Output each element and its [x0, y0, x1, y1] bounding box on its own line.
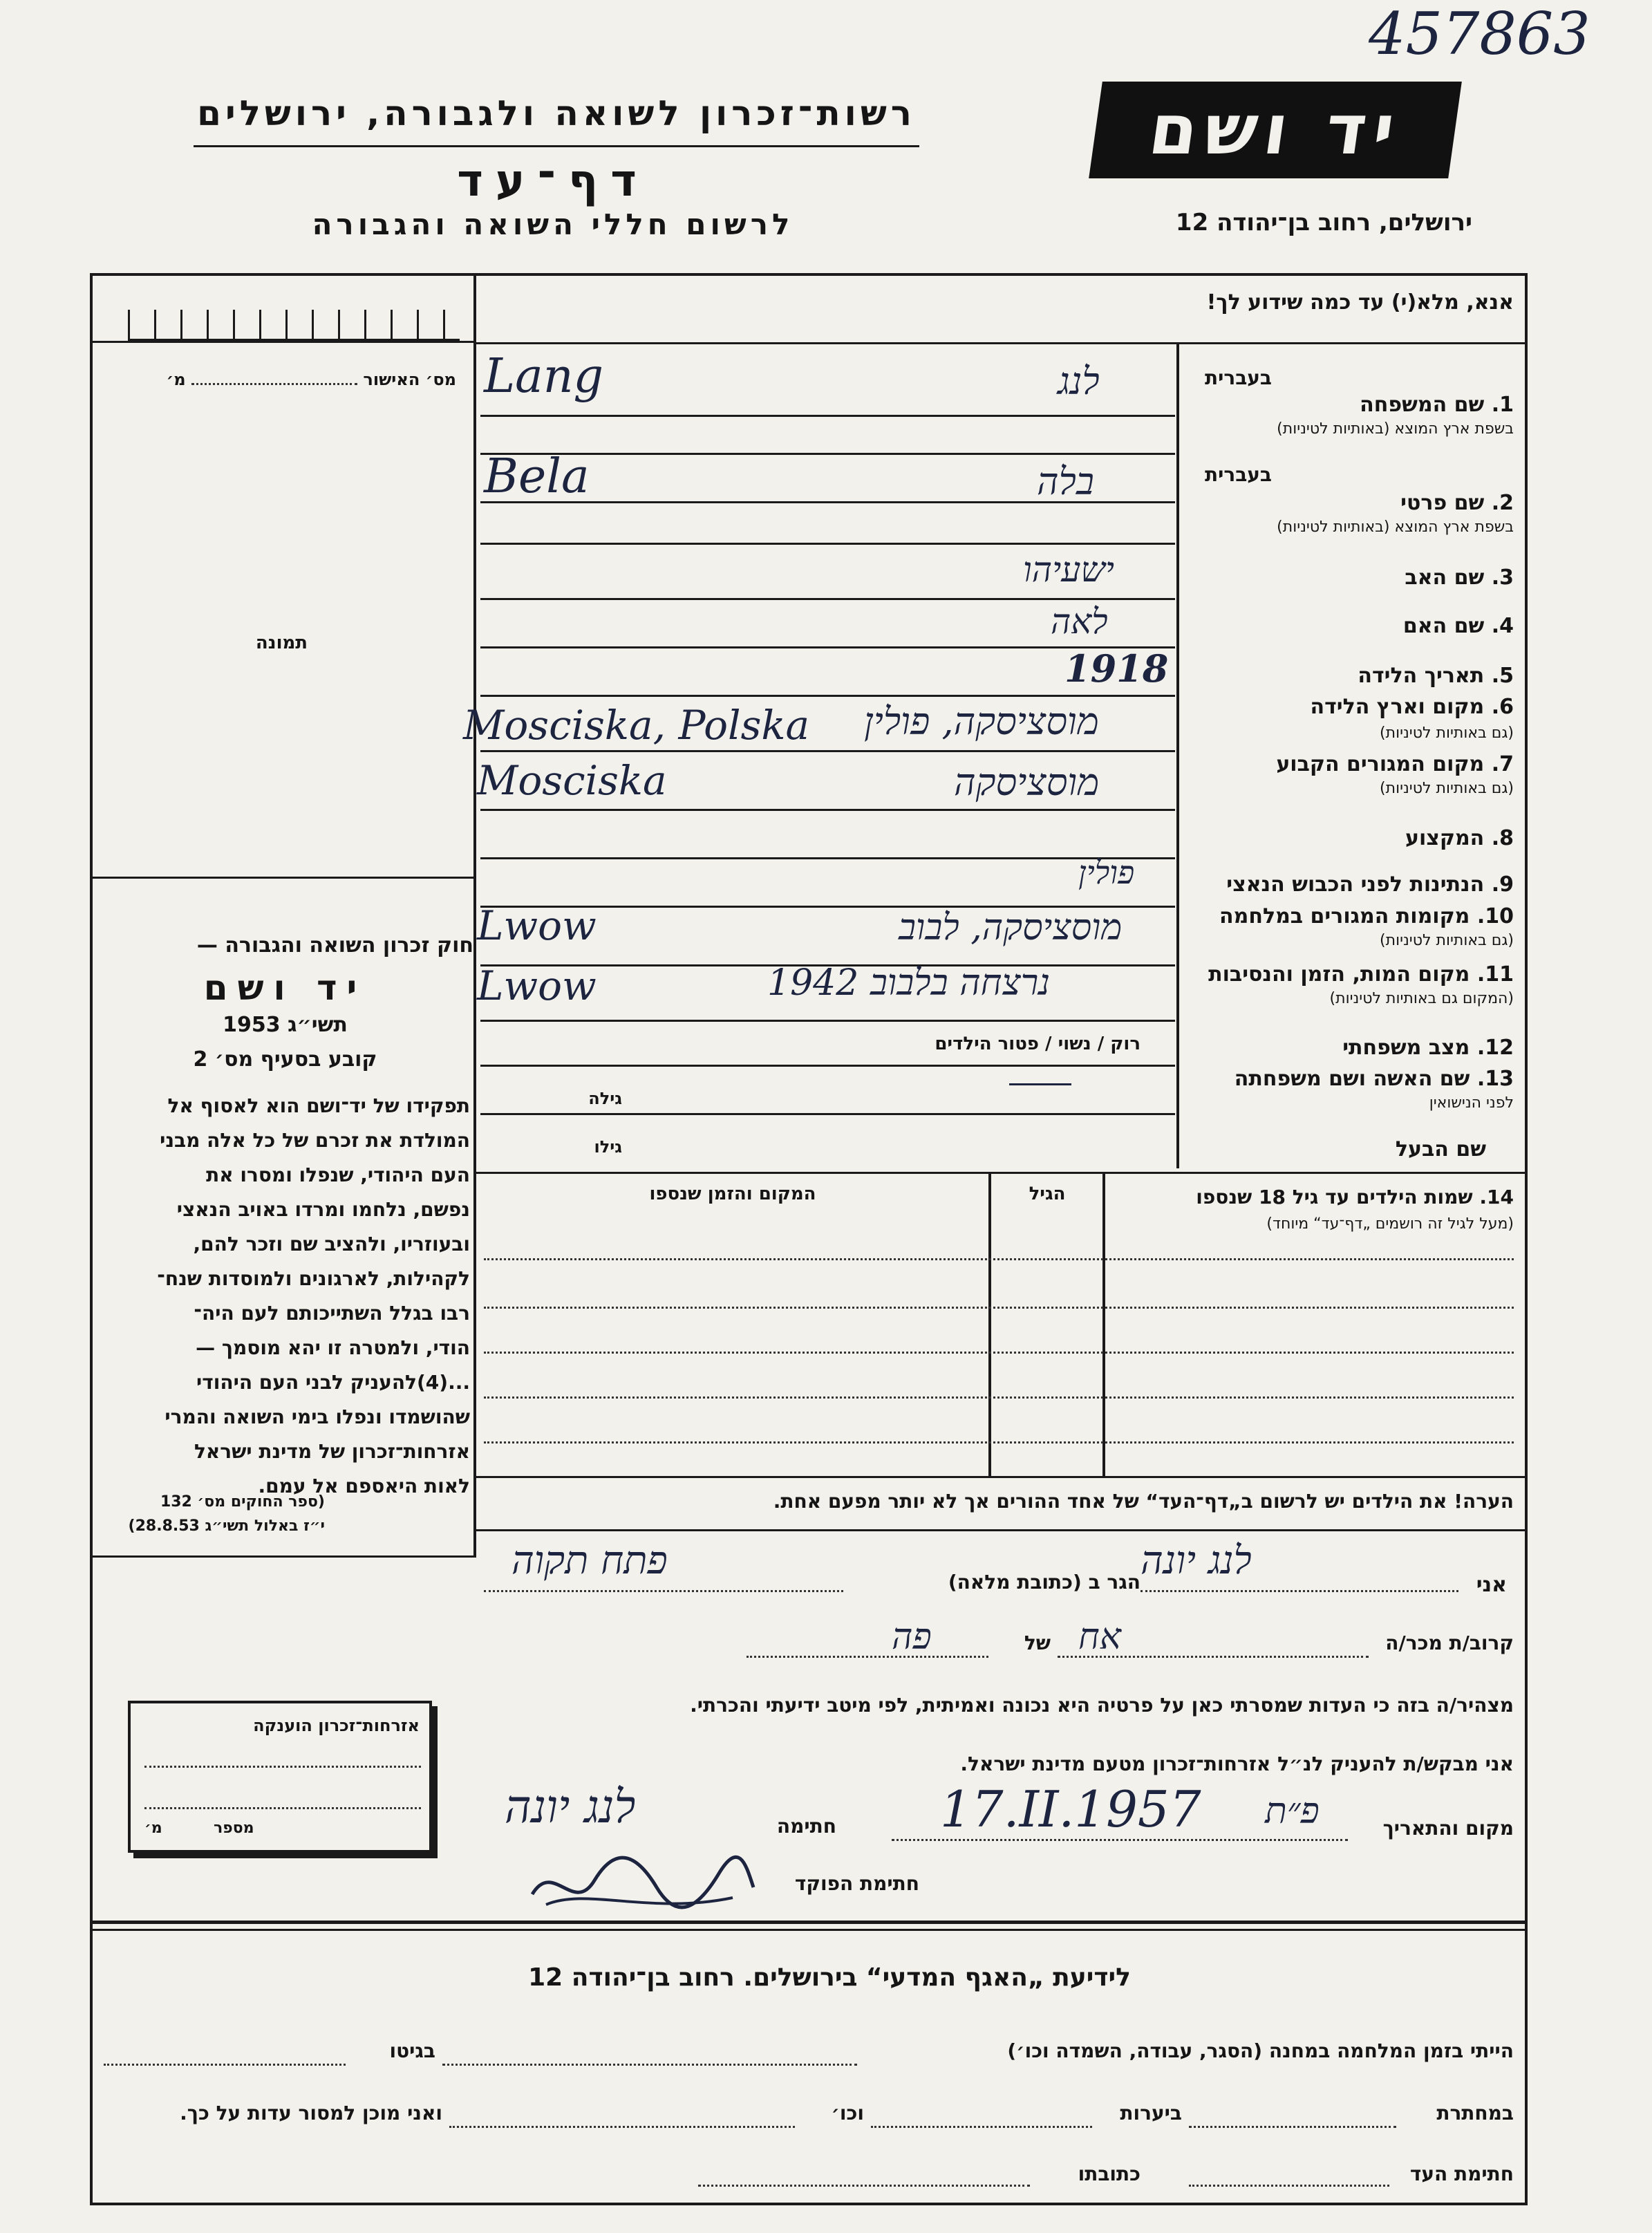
row-line: [480, 809, 1175, 811]
field-4-label-text: שם האם: [1402, 614, 1485, 638]
camp-label: הייתי בזמן המלחמה במחנה (הסגר, עבודה, השמדה וכו׳): [1007, 2039, 1514, 2062]
field-1-num: 1.: [1491, 393, 1514, 417]
field-13-num: 13.: [1476, 1067, 1514, 1091]
children-note: הערה! את הילדים יש לרשום ב„דף־העד“ של אחד ההורים אך לא יותר מפעם אחת.: [773, 1490, 1514, 1513]
field-6-label-text: מקום וארץ הלידה: [1310, 695, 1485, 719]
field-7-label-text: מקום המגורים הקבוע: [1276, 752, 1485, 776]
birth-place-latin[interactable]: Mosciska, Polska: [463, 702, 810, 749]
marital-status-options: רוק / נשוי / פטור הילדים: [935, 1034, 1141, 1054]
law-line: ...(4)להעניק לבני העם היהודי: [196, 1371, 470, 1394]
death-details-hebrew[interactable]: נרצחה בלבוב 1942: [767, 962, 1051, 1004]
archive-number: 457863: [1369, 0, 1590, 68]
form-subtitle: לרשום חללי השואה והגבורה: [312, 207, 794, 241]
witness-address-label: כתובתו: [1078, 2162, 1141, 2185]
law-line: העם היהודי, שנפלו ומסרו את: [206, 1164, 470, 1186]
note-divider: [473, 1529, 1528, 1531]
relative-line: [1058, 1656, 1369, 1658]
relative-label: קרוב/ת מכר/ה: [1385, 1632, 1514, 1654]
row-line: [480, 1020, 1175, 1022]
children-col-age: הגיל: [1029, 1184, 1066, 1204]
citizenship-box-title: אזרחות־זכרון הוענקה: [253, 1716, 420, 1735]
residence-latin[interactable]: Mosciska: [477, 757, 667, 804]
etc-label: וכו׳: [831, 2102, 864, 2124]
children-table-bottom: [473, 1476, 1528, 1478]
age-label-husband: גילו: [594, 1137, 622, 1157]
declarant-line: [1141, 1590, 1458, 1592]
testimony-label: ואני מוכן למסור עדות על כך.: [180, 2102, 442, 2124]
field-11-label: [1182, 962, 1514, 987]
husband-label: שם הבעל: [1395, 1137, 1486, 1161]
field-1-sub: בשפת ארץ המוצא (באותיות לטיניות): [1277, 420, 1514, 438]
field-12-label-text: מצב משפחתי: [1342, 1036, 1470, 1060]
underground-label: במחתרת: [1436, 2102, 1514, 2124]
first-name-latin[interactable]: Bela: [484, 449, 590, 504]
children-sub: (מעל לגיל זה רושמים „דף־עד“ מיוחד): [1266, 1215, 1514, 1233]
law-box-bottom: [90, 1555, 473, 1558]
form-title: דף־עד: [457, 156, 649, 207]
law-line: אזרחות־זכרון של מדינת ישראל: [194, 1440, 470, 1463]
institution-name: רשות־זכרון לשואה ולגבורה, ירושלים: [197, 93, 916, 133]
field-9-label-text: הנתינות לפני הכבוש הנאצי: [1226, 872, 1485, 897]
relative-value[interactable]: אח: [1078, 1616, 1121, 1658]
law-box-top: [90, 877, 473, 879]
row-line: [480, 415, 1175, 417]
ghetto-label: בגיטו: [389, 2039, 435, 2062]
declarant-name[interactable]: לנג יונה: [1141, 1538, 1252, 1583]
first-name-hebrew[interactable]: בלה: [1037, 460, 1094, 503]
law-ref-2: י״ז באלול תשי״ג 28.8.53): [128, 1517, 325, 1535]
children-row: [484, 1352, 1514, 1354]
declaration-date[interactable]: 17.II.1957: [940, 1780, 1201, 1838]
forests-line: [871, 2126, 1092, 2128]
logo-text: יד ושם: [1144, 89, 1407, 170]
field-5-label: [1182, 664, 1514, 688]
family-name-hebrew[interactable]: לנג: [1058, 359, 1100, 403]
ghetto-line: [104, 2064, 346, 2066]
birth-place-hebrew[interactable]: מוסציסקה, פולין: [864, 700, 1099, 743]
field-7-sub: (גם באותיות לטיניות): [1380, 780, 1514, 797]
field-9-label: [1182, 872, 1514, 897]
witness-signature-line: [1189, 2185, 1389, 2187]
children-row: [484, 1441, 1514, 1443]
residing-label: הגר ב (כתובת מלאה): [948, 1571, 1141, 1594]
of-label: של: [1024, 1632, 1051, 1654]
field-10-sub: (גם באותיות לטיניות): [1380, 932, 1514, 949]
declaration-request: אני מבקש/ת להעניק לנ״ל אזרחות־זכרון מטעם מדינת ישראל.: [960, 1753, 1514, 1775]
law-line: המולדת את זכרם של כל אלה מבני: [160, 1129, 470, 1152]
field-11-num: 11.: [1476, 962, 1514, 987]
children-col-divider: [988, 1172, 991, 1476]
field-9-num: 9.: [1491, 872, 1514, 897]
citizenship-no-label: מספר: [214, 1820, 254, 1837]
of-line: [747, 1656, 988, 1658]
law-line: ובעוזריו, ולהציב שם וזכר להם,: [193, 1233, 470, 1255]
bottom-title: לידיעת „האגף המדעי“ בירושלים. רחוב בן־יהודה 12: [528, 1963, 1131, 1992]
father-name[interactable]: ישעיהו: [1023, 550, 1115, 590]
row-line: [480, 695, 1175, 697]
field-2-label-text: שם פרטי: [1400, 491, 1485, 515]
law-logo: יד ושם: [203, 968, 367, 1008]
children-num: 14.: [1479, 1186, 1514, 1208]
official-signature: [525, 1839, 760, 1922]
row-line: [480, 1065, 1175, 1067]
children-label-text: שמות הילדים עד גיל 18 שנספו: [1196, 1186, 1473, 1208]
field-13-label-text: שם האשה ושם משפחתה: [1234, 1067, 1470, 1091]
residence-hebrew[interactable]: מוסציסקה: [954, 760, 1100, 804]
official-signature-label: חתימת הפוקד: [794, 1872, 919, 1895]
bottom-divider: [90, 1929, 1528, 1931]
camp-line: [442, 2064, 857, 2066]
record-no-suffix: מ׳: [166, 370, 186, 389]
label-column-divider: [1176, 342, 1179, 1168]
tick-ruler-base: [90, 341, 473, 343]
citizenship-box: [128, 1701, 432, 1853]
row-line: [480, 750, 1175, 752]
declaration-statement: מצהיר/ה בזה כי העדות שמסרתי כאן על פרטיה היא נכונה ואמיתית, לפי מיטב ידיעתי והכרתי.: [690, 1694, 1514, 1717]
residing-line: [484, 1590, 843, 1592]
bottom-divider: [90, 1921, 1528, 1924]
field-5-num: 5.: [1491, 664, 1514, 688]
yad-vashem-logo: [1089, 82, 1462, 178]
law-line: הודי, ולמטרה זו יהא מוסמך —: [196, 1336, 470, 1359]
field-3-label-text: שם האב: [1405, 566, 1485, 590]
children-label: [1106, 1186, 1514, 1208]
marital-status-mark: [1009, 1083, 1071, 1085]
field-3-label: [1182, 566, 1514, 590]
field-2-label: [1182, 491, 1514, 515]
left-column-divider: [473, 273, 476, 1441]
row-line: [480, 857, 1175, 859]
date-line: [892, 1839, 1348, 1841]
intro-text: אנא, מלא(י) עד כמה שידוע לך!: [1206, 290, 1514, 315]
field-10-label: [1182, 904, 1514, 928]
header-address: ירושלים, רחוב בן־יהודה 12: [1175, 209, 1472, 236]
witness-signature-label: חתימת העד: [1409, 2162, 1514, 2185]
field-5-label-text: תאריך הלידה: [1358, 664, 1485, 688]
law-title: חוק זכרון השואה והגבורה —: [196, 933, 473, 957]
row-line: [480, 1113, 1175, 1115]
field-2-sub: בשפת ארץ המוצא (באותיות לטיניות): [1277, 518, 1514, 536]
residing-value[interactable]: פתח תקוה: [511, 1538, 668, 1583]
field-11-label-text: מקום המות, הזמן והנסיבות: [1208, 962, 1470, 987]
field-11-sub: (המקום גם באותיות לטיניות): [1329, 990, 1514, 1007]
birth-date[interactable]: 1918: [1064, 646, 1169, 691]
law-box-right: [473, 1441, 476, 1558]
field-13-label: [1182, 1067, 1514, 1091]
tick-ruler: [128, 310, 460, 341]
field-4-num: 4.: [1491, 614, 1514, 638]
institution-underline: [194, 145, 919, 147]
field-4-label: [1182, 614, 1514, 638]
field-12-label: [1182, 1036, 1514, 1060]
field-8-label: [1182, 826, 1514, 850]
field-7-label: [1182, 752, 1514, 776]
citizenship-line: [144, 1766, 421, 1768]
etc-line: [449, 2126, 795, 2128]
row-line: [473, 1172, 1528, 1174]
field-6-sub: (גם באותיות לטיניות): [1380, 725, 1514, 742]
children-row: [484, 1396, 1514, 1399]
field-10-num: 10.: [1476, 904, 1514, 928]
law-line: תפקידו של יד־ושם הוא לאסוף אל: [167, 1094, 470, 1117]
field-10-label-text: מקומות המגורים במלחמה: [1219, 904, 1470, 928]
death-place-latin[interactable]: Lwow: [477, 962, 597, 1009]
field-6-num: 6.: [1491, 695, 1514, 719]
intro-divider: [473, 342, 1528, 344]
war-residence-hebrew[interactable]: מוסציסקה, לבוב: [899, 907, 1123, 949]
record-no-label-text: מס׳ האישור: [363, 370, 456, 389]
mother-name[interactable]: לאה: [1051, 601, 1108, 642]
law-ref-1: (ספר החוקים מס׳ 132: [160, 1493, 325, 1511]
of-value[interactable]: פה: [892, 1616, 932, 1658]
declarant-signature[interactable]: לנג יונה: [505, 1780, 636, 1833]
forests-label: ביערות: [1120, 2102, 1182, 2124]
war-residence-latin[interactable]: Lwow: [477, 902, 597, 949]
law-line: לאות היאספם אל עמם.: [258, 1475, 470, 1497]
photo-label: תמונה: [255, 633, 308, 653]
law-year: תשי״ג 1953: [223, 1013, 348, 1037]
place-date-label: מקום והתאריך: [1382, 1817, 1514, 1840]
row-line: [480, 543, 1175, 545]
field-7-num: 7.: [1491, 752, 1514, 776]
field-1-label: [1182, 393, 1514, 417]
field-3-num: 3.: [1491, 566, 1514, 590]
law-line: לקהילות, לארגונים ולמוסדות שנח־: [157, 1267, 470, 1290]
field-8-num: 8.: [1491, 826, 1514, 850]
row-line: [480, 598, 1175, 600]
children-col-place: המקום והזמן שנספו: [649, 1184, 816, 1204]
citizenship-no-suffix: מ׳: [144, 1820, 162, 1837]
children-row: [484, 1307, 1514, 1309]
field-6-label: [1182, 695, 1514, 719]
field-1-hebrew-tag: בעברית: [1204, 366, 1272, 389]
law-line: שהושמדו ונפלו בימי השואה והמרי: [165, 1405, 470, 1428]
record-no-label: [111, 370, 456, 389]
declarant-i-label: אני: [1476, 1573, 1507, 1597]
law-line: נפשם, נלחמו ומרדו באויב הנאצי: [176, 1198, 470, 1221]
field-2-hebrew-tag: בעברית: [1204, 463, 1272, 486]
witness-address-line: [698, 2185, 1030, 2187]
declaration-place[interactable]: פ״ת: [1265, 1791, 1320, 1832]
field-2-num: 2.: [1491, 491, 1514, 515]
field-13-sub: לפני הנישואין: [1429, 1094, 1514, 1112]
citizenship-line: [144, 1807, 421, 1809]
field-1-label-text: שם המשפחה: [1360, 393, 1485, 417]
field-12-num: 12.: [1476, 1036, 1514, 1060]
field-8-label-text: המקצוע: [1405, 826, 1485, 850]
underground-line: [1189, 2126, 1396, 2128]
age-label-wife: גילה: [588, 1089, 622, 1108]
signature-label: חתימה: [776, 1815, 836, 1838]
children-col-divider: [1102, 1172, 1105, 1476]
children-row: [484, 1258, 1514, 1260]
nationality[interactable]: פולין: [1078, 854, 1135, 891]
family-name-latin[interactable]: Lang: [484, 349, 604, 404]
law-line: רבו בגלל השתייכותם לעם היה־: [194, 1302, 470, 1325]
law-clause: קובע בסעיף מס׳ 2: [193, 1047, 377, 1072]
law-text: [97, 1089, 470, 1504]
